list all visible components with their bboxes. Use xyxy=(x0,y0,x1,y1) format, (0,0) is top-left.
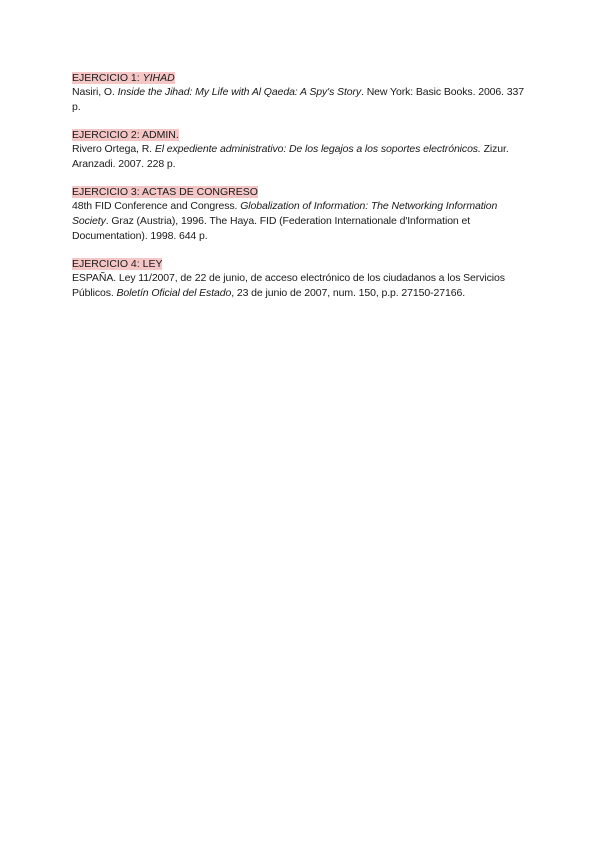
reference-text xyxy=(72,142,532,172)
reference-text xyxy=(72,271,532,301)
highlighted-heading xyxy=(72,258,162,270)
exercise-heading xyxy=(72,128,532,142)
exercise-heading xyxy=(72,71,532,85)
ref-title: Boletín Oficial del Estado xyxy=(116,287,232,299)
highlighted-heading xyxy=(72,72,175,84)
exercise-4 xyxy=(72,257,532,301)
reference-text xyxy=(72,85,532,115)
ref-part: . Graz (Austria), 1996. The Haya. FID (Federation Internationale d'Information et Documentation). 1998. 644 p. xyxy=(72,215,471,242)
ref-part: Zizur. Aranzadi. 2007. 228 p. xyxy=(72,143,509,170)
exercise-1 xyxy=(72,71,532,115)
ref-part: 48th FID Conference and Congress. xyxy=(72,200,241,212)
ref-title: Globalization of Information: The Networking Information Society xyxy=(72,200,498,227)
highlighted-heading xyxy=(72,129,179,141)
ref-part: Rivero Ortega, R. xyxy=(72,143,155,155)
heading-italic: YIHAD xyxy=(142,72,175,84)
reference-text xyxy=(72,199,532,244)
ref-title: Inside the Jihad: My Life with Al Qaeda: A Spy's Story xyxy=(117,86,362,98)
heading-prefix: EJERCICIO 2: ADMIN. xyxy=(72,129,179,141)
ref-part: ESPAÑA. Ley 11/2007, de 22 de junio, de acceso electrónico de los ciudadanos a los Servicios Públicos. xyxy=(72,272,505,299)
heading-prefix: EJERCICIO 3: ACTAS DE CONGRESO xyxy=(72,186,258,198)
ref-part: Nasiri, O. xyxy=(72,86,118,98)
exercise-heading xyxy=(72,185,532,199)
exercise-heading xyxy=(72,257,532,271)
ref-part: . New York: Basic Books. 2006. 337 p. xyxy=(72,86,525,113)
exercise-2 xyxy=(72,128,532,172)
ref-title: El expediente administrativo: De los legajos a los soportes electrónicos. xyxy=(154,143,481,155)
heading-prefix: EJERCICIO 1: xyxy=(72,72,143,84)
ref-part: , 23 de junio de 2007, num. 150, p.p. 27150-27166. xyxy=(231,287,466,299)
highlighted-heading xyxy=(72,186,258,198)
exercise-3 xyxy=(72,185,532,244)
heading-prefix: EJERCICIO 4: LEY xyxy=(72,258,163,270)
document-page xyxy=(72,71,532,314)
